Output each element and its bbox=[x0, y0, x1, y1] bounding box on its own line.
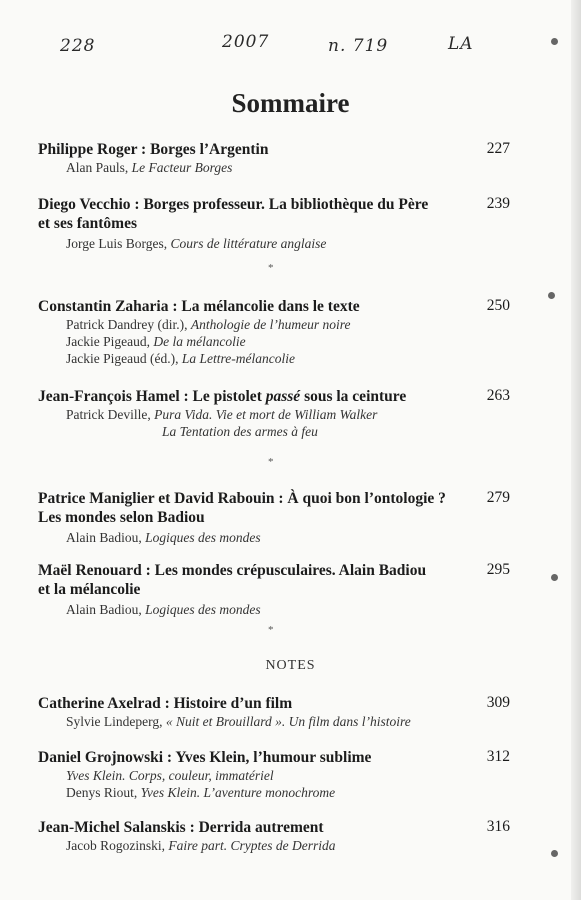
toc-entry bbox=[38, 195, 508, 252]
entry-heading: Maël Renouard : Les mondes crépusculaires. Alain Badiou et la mélancolie bbox=[38, 562, 427, 598]
page-edge-shadow bbox=[571, 0, 581, 900]
page-number: 263 bbox=[486, 387, 510, 404]
entry-heading: Daniel Grojnowski : Yves Klein, l’humour sublime bbox=[38, 749, 372, 766]
page-number: 312 bbox=[486, 748, 510, 765]
entry-heading: Diego Vecchio : Borges professeur. La bibliothèque du Père et ses fantômes bbox=[38, 196, 429, 232]
page-number: 250 bbox=[486, 297, 510, 314]
handwritten-note-4: LA bbox=[448, 34, 474, 54]
notes-section-heading: NOTES bbox=[265, 658, 316, 673]
toc-entry bbox=[38, 297, 508, 367]
handwritten-note-1: 228 bbox=[60, 36, 96, 56]
binding-hole-mark bbox=[551, 38, 558, 45]
toc-entry bbox=[38, 387, 508, 440]
entry-reference: Alain Badiou, Logiques des mondes bbox=[66, 602, 261, 617]
page-number: 227 bbox=[486, 140, 510, 157]
entry-heading: Constantin Zaharia : La mélancolie dans le texte bbox=[38, 298, 360, 315]
entry-heading: Jean-Michel Salanskis : Derrida autrement bbox=[38, 819, 324, 836]
entry-heading: Philippe Roger : Borges l’Argentin bbox=[38, 141, 269, 158]
entry-heading: Patrice Maniglier et David Rabouin : À quoi bon l’ontologie ? Les mondes selon Badiou bbox=[38, 490, 446, 526]
toc-entry bbox=[38, 694, 508, 730]
toc-entry bbox=[38, 140, 508, 176]
entry-heading: Catherine Axelrad : Histoire d’un film bbox=[38, 695, 293, 712]
entry-reference: Alain Badiou, Logiques des mondes bbox=[66, 530, 261, 545]
entry-reference: La Tentation des armes à feu bbox=[162, 424, 318, 439]
entry-heading: Jean-François Hamel : Le pistolet passé sous la ceinture bbox=[38, 388, 407, 405]
entry-reference: Alan Pauls, Le Facteur Borges bbox=[66, 160, 233, 175]
toc-entry bbox=[38, 489, 508, 546]
toc-entry bbox=[38, 561, 508, 618]
toc-entry bbox=[38, 748, 508, 801]
entry-reference: Jackie Pigeaud (éd.), La Lettre-mélancolie bbox=[66, 351, 295, 366]
handwritten-note-2: 2007 bbox=[222, 32, 270, 52]
page-number: 316 bbox=[486, 818, 510, 835]
binding-hole-mark bbox=[551, 574, 558, 581]
section-separator: * bbox=[268, 624, 274, 636]
page-number: 279 bbox=[486, 489, 510, 506]
entry-reference: Jorge Luis Borges, Cours de littérature anglaise bbox=[66, 236, 327, 251]
entry-reference: Jackie Pigeaud, De la mélancolie bbox=[66, 334, 246, 349]
section-separator: * bbox=[268, 456, 274, 468]
entry-reference: Patrick Deville, Pura Vida. Vie et mort de William Walker bbox=[66, 407, 378, 422]
toc-entry bbox=[38, 818, 508, 854]
page-title: Sommaire bbox=[231, 88, 350, 118]
page-number: 295 bbox=[486, 561, 510, 578]
handwritten-note-3: n. 719 bbox=[328, 36, 389, 56]
entry-reference: Yves Klein. Corps, couleur, immatériel bbox=[66, 768, 274, 783]
entry-reference: Sylvie Lindeperg, « Nuit et Brouillard ». Un film dans l’histoire bbox=[66, 714, 411, 729]
section-separator: * bbox=[268, 262, 274, 274]
binding-hole-mark bbox=[551, 850, 558, 857]
binding-hole-mark bbox=[548, 292, 555, 299]
page-number: 309 bbox=[486, 694, 510, 711]
entry-reference: Jacob Rogozinski, Faire part. Cryptes de Derrida bbox=[66, 838, 336, 853]
page-number: 239 bbox=[486, 195, 510, 212]
entry-reference: Denys Riout, Yves Klein. L’aventure monochrome bbox=[66, 785, 336, 800]
entry-reference: Patrick Dandrey (dir.), Anthologie de l’humeur noire bbox=[66, 317, 351, 332]
